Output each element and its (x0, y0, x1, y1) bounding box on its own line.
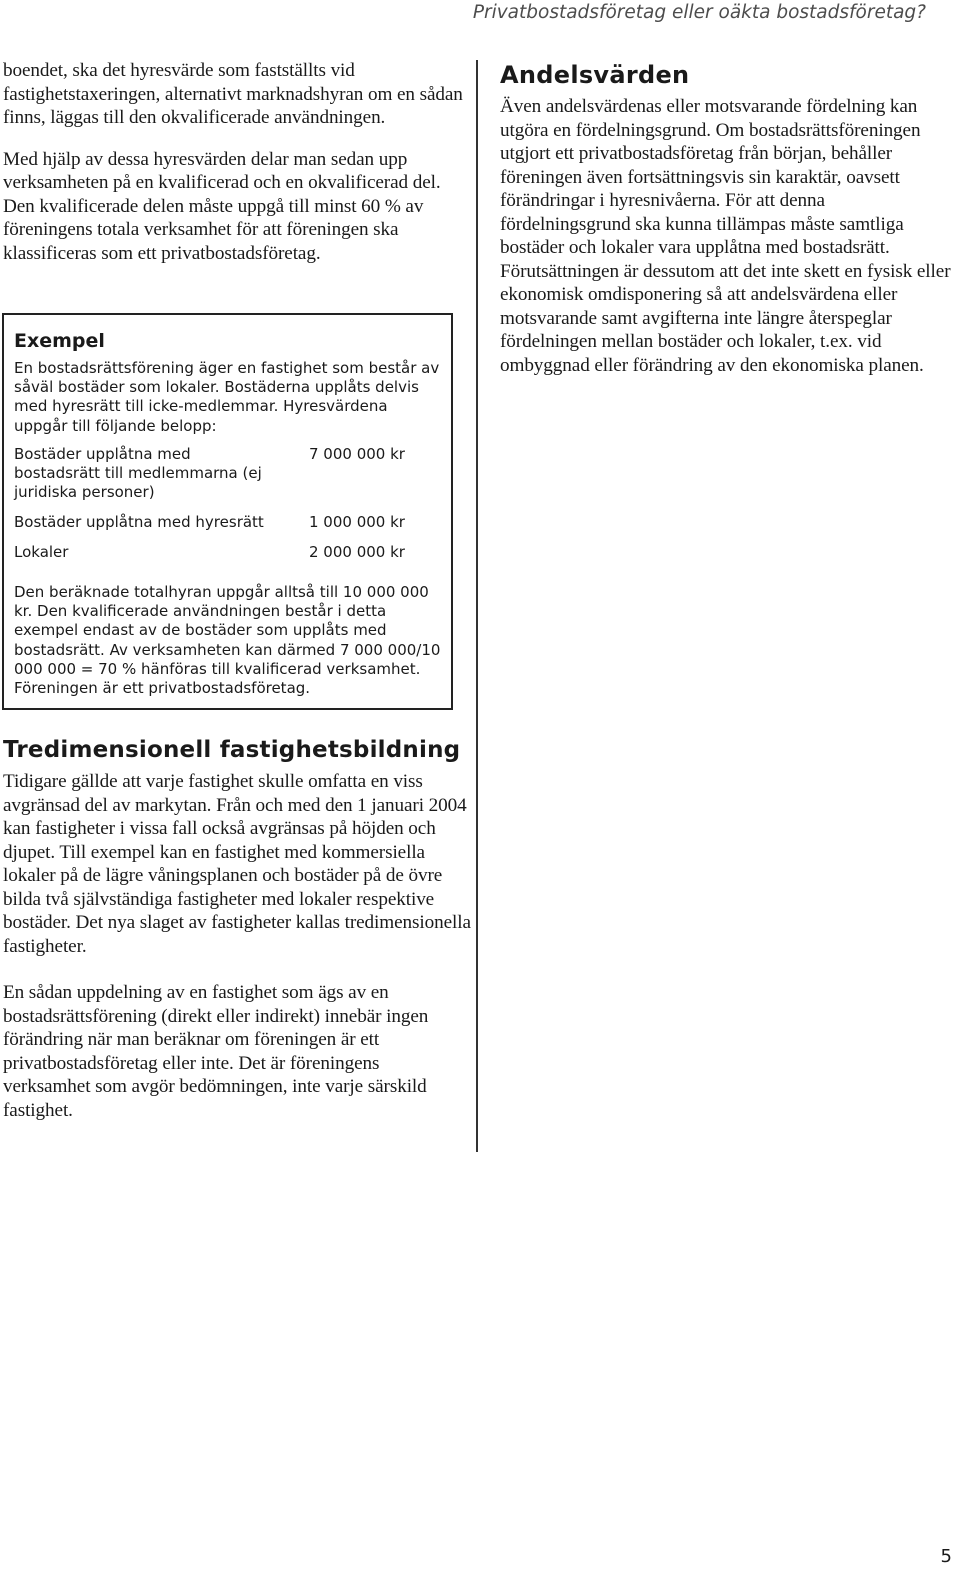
andel-heading: Andelsvärden (500, 61, 690, 89)
example-row-value: 7 000 000 kr (309, 445, 405, 463)
running-header: Privatbostadsföretag eller oäkta bostadsföretag? (472, 2, 926, 23)
example-title: Exempel (14, 330, 105, 352)
left-column-intro (3, 59, 473, 265)
body-paragraph: Med hjälp av dessa hyresvärden delar man sedan upp verksamheten på en kvalificerad och en okvalificerad del. Den kvalificerade delen måste uppgå till minst 60 % av föreningens totala verksamhet för att föreningen ska klassificeras som ett privatbostadsföretag. (3, 148, 441, 264)
body-paragraph: En sådan uppdelning av en fastighet som ägs av en bostadsrättsförening (direkt eller indirekt) innebär ingen förändring när man beräknar om föreningen är ett privatbostadsföretag eller inte. Det är föreningens verksamhet som avgör bedömningen, inte varje särskild fastighet. (3, 982, 429, 1121)
column-divider (476, 60, 478, 1152)
body-paragraph: Tidigare gällde att varje fastighet skulle omfatta en viss avgränsad del av markytan. Från och med den 1 januari 2004 kan fastigheter i vissa fall också avgränsas på höjden och djupet. Till exempel kan en fastighet med kommersiella lokaler på de lägre våningsplanen och bostäder på de övre bilda två självständiga fastigheter med lokaler respektive bostäder. Det nya slaget av fastigheter kallas tredimensionella fastigheter. (3, 771, 471, 957)
example-intro: En bostadsrättsförening äger en fastighet som består av såväl bostäder som lokaler. Bostäderna upplåts delvis med hyresrätt till icke-medlemmar. Hyresvärdena uppgår till följande belopp: (14, 359, 440, 435)
page-number: 5 (940, 1546, 952, 1567)
right-column (500, 60, 958, 377)
example-summary: Den beräknade totalhyran uppgår alltså till 10 000 000 kr. Den kvalificerade användningen består i detta exempel endast av de bostäder som upplåts med bostadsrätt. Av verksamheten kan därmed 7 000 000/10 000 000 = 70 % hänföras till kvalificerad verksamhet. Föreningen är ett privatbostadsföretag. (14, 583, 441, 698)
body-paragraph: boendet, ska det hyresvärde som fastställts vid fastighetstaxeringen, alternativt marknadshyran om en sådan finns, läggas till den okvalificerade användningen. (3, 60, 463, 128)
example-row-value: 1 000 000 kr (309, 513, 405, 531)
body-paragraph: Även andelsvärdenas eller motsvarande fördelning kan utgöra en fördelningsgrund. Om bostadsrättsföreningen utgjort ett privatbostadsföretag från början, behåller föreningen även fortsättningsvis sin karaktär, oavsett förändringar i hyresnivåerna. För att denna fördelningsgrund ska kunna tillämpas måste samtliga bostäder och lokaler vara upplåtna med bostadsrätt. Förutsättningen är dessutom att det inte skett en fysisk eller ekonomisk omdisponering så att andelsvärdena eller motsvarande samt avgifterna inte längre återspeglar fördelningen mellan bostäder och lokaler, t.ex. vid ombyggnad eller förändring av den ekonomiska planen. (500, 96, 951, 376)
tredim-section (3, 770, 471, 1122)
example-row-label: Bostäder upplåtna med bostadsrätt till medlemmarna (ej juridiska personer) (14, 445, 262, 502)
example-box (2, 313, 453, 710)
example-row-value: 2 000 000 kr (309, 543, 405, 561)
tredim-heading: Tredimensionell fastighetsbildning (3, 737, 461, 763)
example-row-label: Lokaler (14, 543, 69, 561)
example-row-label: Bostäder upplåtna med hyresrätt (14, 513, 264, 531)
